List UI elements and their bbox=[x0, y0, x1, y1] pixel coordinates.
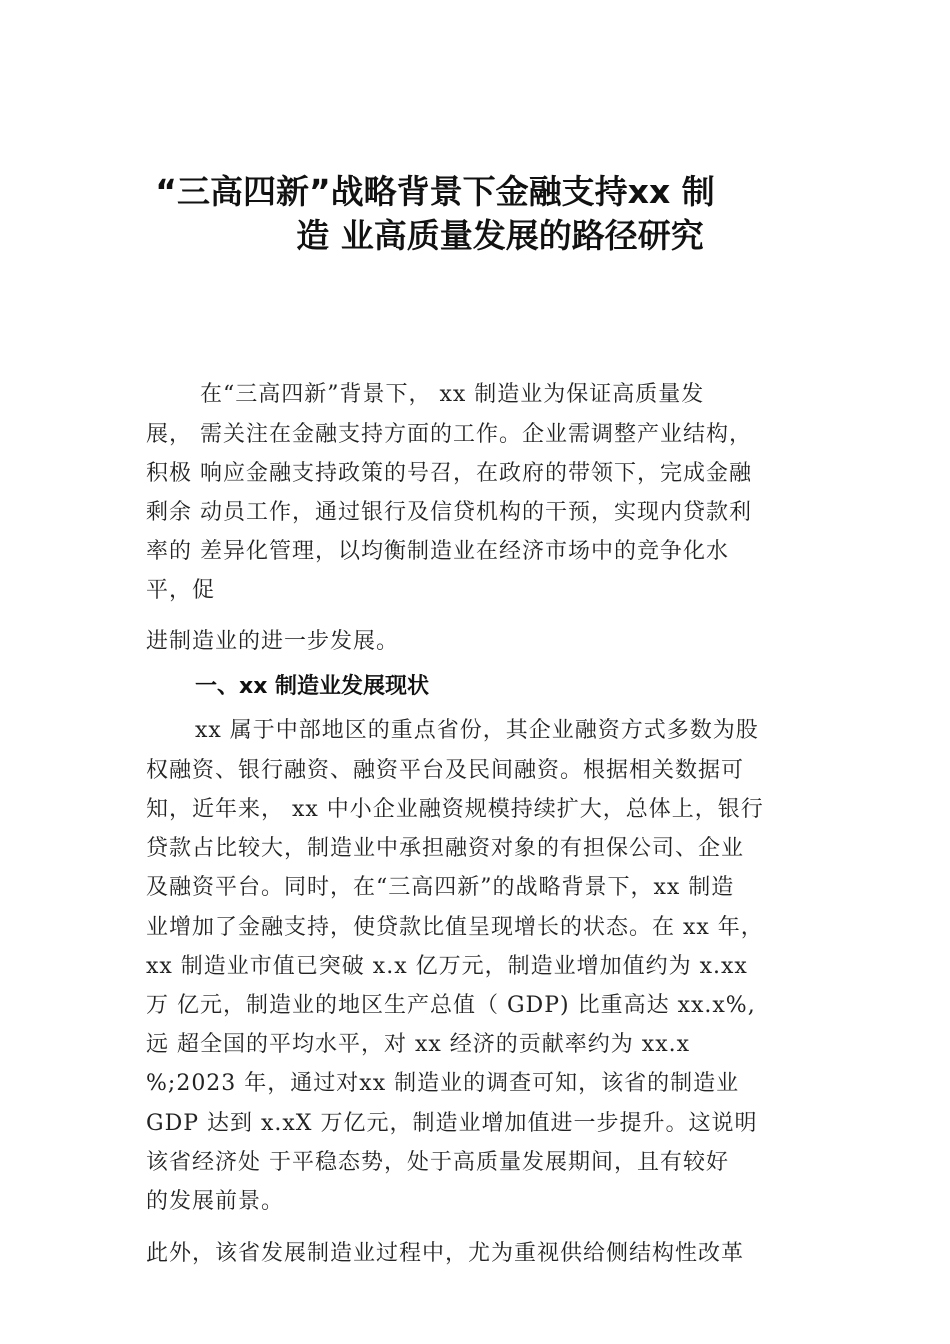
body-line: 业增加了金融支持，使贷款比值呈现增长的状态。在 xx 年， bbox=[146, 915, 764, 940]
intro-line: 进制造业的进一步发展。 bbox=[146, 629, 400, 654]
body-line: xx 属于中部地区的重点省份，其企业融资方式多数为股 bbox=[195, 718, 759, 743]
document-title-line-1: “三高四新”战略背景下金融支持xx 制 bbox=[155, 172, 715, 211]
body-line: xx 制造业市值已突破 x.x 亿万元，制造业增加值约为 x.xx bbox=[146, 954, 748, 979]
intro-line: 平，促 bbox=[146, 578, 216, 603]
body-line: %;2023 年，通过对xx 制造业的调查可知，该省的制造业 bbox=[146, 1071, 740, 1096]
intro-line: 剩余 动员工作，通过银行及信贷机构的干预，实现内贷款利 bbox=[146, 500, 752, 525]
intro-line: 在“三高四新”背景下， xx 制造业为保证高质量发 bbox=[200, 382, 705, 407]
body-line: 的发展前景。 bbox=[146, 1189, 285, 1214]
body-line: 知，近年来， xx 中小企业融资规模持续扩大，总体上，银行 bbox=[146, 797, 764, 822]
body-line: 及融资平台。同时，在“三高四新”的战略背景下，xx 制造 bbox=[146, 875, 735, 900]
body-line: 该省经济处 于平稳态势，处于高质量发展期间，且有较好 bbox=[146, 1150, 729, 1175]
body-line: 远 超全国的平均水平，对 xx 经济的贡献率约为 xx.x bbox=[146, 1032, 691, 1057]
intro-line: 展， 需关注在金融支持方面的工作。企业需调整产业结构， bbox=[146, 422, 752, 447]
body-line: 贷款占比较大，制造业中承担融资对象的有担保公司、企业 bbox=[146, 836, 745, 861]
body-line: 权融资、银行融资、融资平台及民间融资。根据相关数据可 bbox=[146, 758, 745, 783]
intro-line: 积极 响应金融支持政策的号召，在政府的带领下，完成金融 bbox=[146, 461, 752, 486]
body-line: GDP 达到 x.xX 万亿元，制造业增加值进一步提升。这说明 bbox=[146, 1111, 758, 1136]
body-line: 万 亿元，制造业的地区生产总值（ GDP) 比重高达 xx.x%, bbox=[146, 993, 756, 1018]
intro-line: 率的 差异化管理，以均衡制造业在经济市场中的竞争化水 bbox=[146, 539, 729, 564]
body-line: 此外，该省发展制造业过程中，尤为重视供给侧结构性改革 bbox=[146, 1241, 745, 1266]
section-heading: 一、xx 制造业发展现状 bbox=[195, 674, 430, 699]
document-title-line-2: 造 业高质量发展的路径研究 bbox=[296, 216, 704, 255]
